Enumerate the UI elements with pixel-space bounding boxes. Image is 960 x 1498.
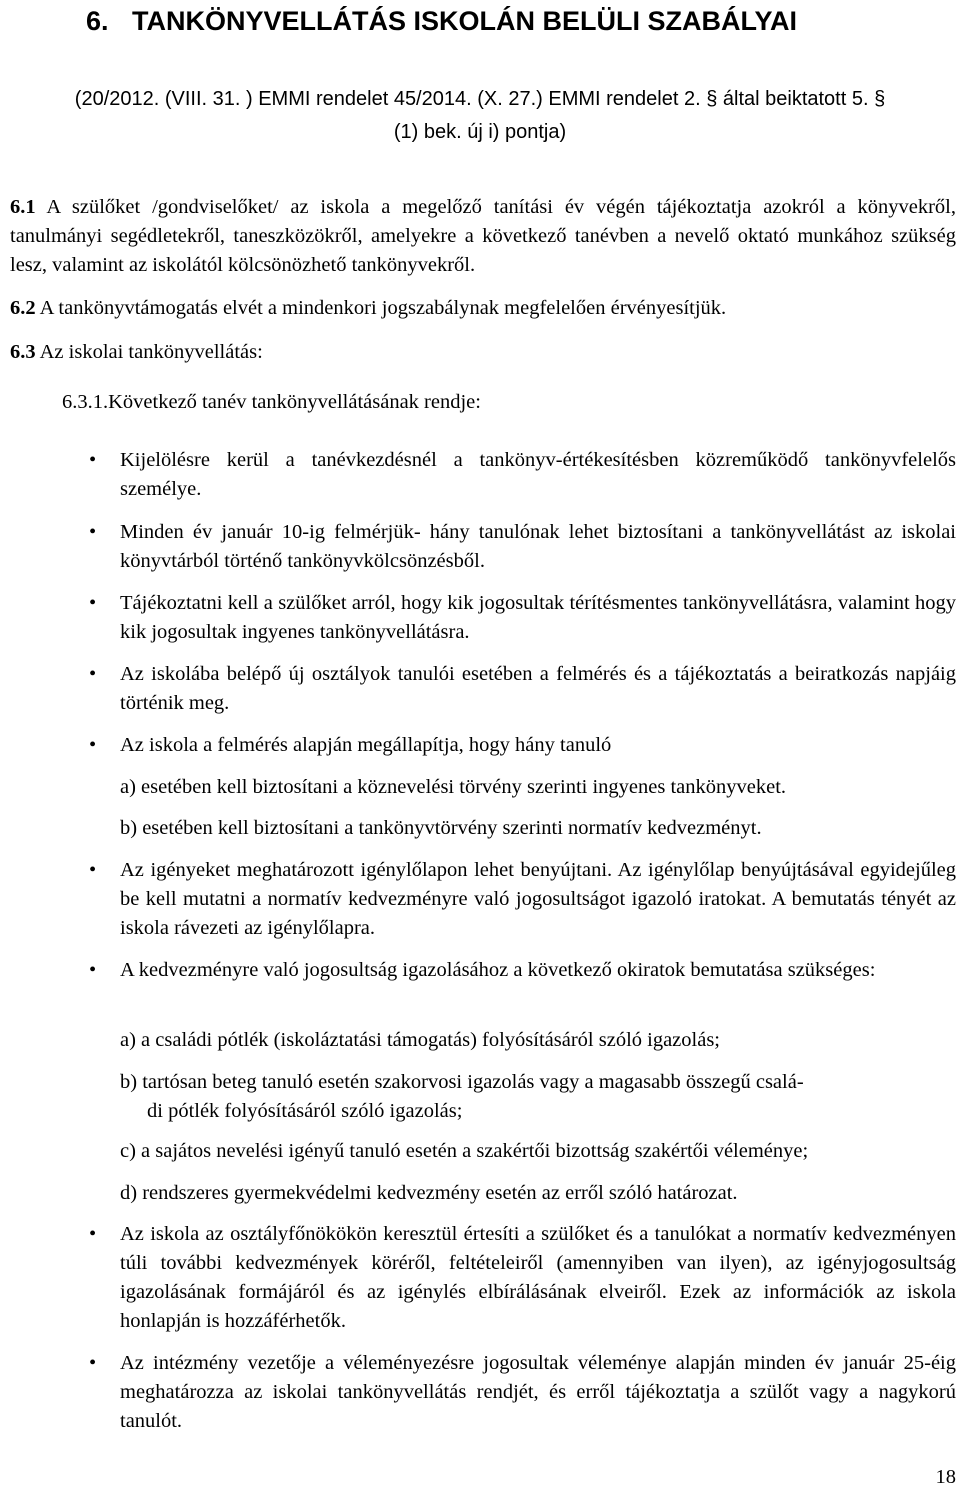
chapter-title: TANKÖNYVELLÁTÁS ISKOLÁN BELÜLI SZABÁLYAI <box>132 6 798 36</box>
section-6-3-1-heading: 6.3.1.Következő tanév tankönyvellátásának rendje: <box>62 391 481 413</box>
section-text: Az iskolai tankönyvellátás: <box>35 341 263 363</box>
doc-item-b-line-2: di pótlék folyósításáról szóló igazolás; <box>147 1100 463 1122</box>
chapter-heading <box>86 4 946 38</box>
list-item-text: A kedvezményre való jogosultság igazolásához a következő okiratok bemutatása szükséges: <box>120 959 876 981</box>
list-item <box>89 446 956 504</box>
section-number: 6.1 <box>10 196 36 218</box>
section-text: A szülőket /gondviselőket/ az iskola a megelőző tanítási év végén tájékoztatja azokról a könyvekről, tanulmányi segédletekről, taneszközökről, amelyekre a következő tanévben a nevelő oktató munkához szükség lesz, valamint az iskolától kölcsönözhető tankönyvekről. <box>10 196 956 276</box>
section-6-3 <box>10 338 956 367</box>
bullet-icon: • <box>89 959 97 981</box>
list-item <box>89 1349 956 1436</box>
list-item <box>89 731 956 760</box>
section-number: 6.2 <box>10 297 36 319</box>
doc-item-d: d) rendszeres gyermekvédelmi kedvezmény esetén az erről szóló határozat. <box>120 1182 738 1204</box>
list-item <box>89 1220 956 1336</box>
sub-item-b: b) esetében kell biztosítani a tankönyvtörvény szerinti normatív kedvezményt. <box>120 817 762 839</box>
list-item <box>89 956 956 985</box>
list-item <box>89 660 956 718</box>
list-item-text: Az intézmény vezetője a véleményezésre jogosultak véleménye alapján minden év január 25-éig meghatározza az iskolai tankönyvellátás rendjét, és erről tájékoztatja a szülőt vagy a nagykorú tanulót. <box>120 1352 956 1432</box>
list-item <box>89 518 956 576</box>
list-item <box>89 589 956 647</box>
section-6-1 <box>10 193 956 280</box>
bullet-icon: • <box>89 1223 97 1245</box>
section-text: A tankönyvtámogatás elvét a mindenkori jogszabálynak megfelelően érvényesítjük. <box>35 297 727 319</box>
bullet-icon: • <box>89 859 97 881</box>
list-item-text: Az iskola az osztályfőnökökön keresztül értesíti a szülőket és a tanulókat a normatív kedvezményen túli további kedvezmények köréről, feltételeiről (amennyiben van ilyen), az igényjogosultság igazolásának formájáról és az igénylés elbírálásának elveiről. Ezek az információk az iskola honlapján is hozzáférhetők. <box>120 1223 956 1332</box>
doc-item-b <box>120 1068 956 1126</box>
bullet-icon: • <box>89 734 97 756</box>
doc-item-b-line-1: b) tartósan beteg tanuló esetén szakorvosi igazolás vagy a magasabb összegű csalá- <box>120 1071 804 1093</box>
bullet-icon: • <box>89 592 97 614</box>
bullet-icon: • <box>89 521 97 543</box>
list-item-text: Minden év január 10-ig felmérjük- hány tanulónak lehet biztosítani a tankönyvellátást az iskolai könyvtárból történő tankönyvkölcsönzésből. <box>120 521 956 572</box>
doc-item-c: c) a sajátos nevelési igényű tanuló esetén a szakértői bizottság szakértői véleménye; <box>120 1140 809 1162</box>
bullet-icon: • <box>89 449 97 471</box>
doc-item-a: a) a családi pótlék (iskoláztatási támogatás) folyósításáról szóló igazolás; <box>120 1029 720 1051</box>
legal-reference-line-1: (20/2012. (VIII. 31. ) EMMI rendelet 45/2014. (X. 27.) EMMI rendelet 2. § által beiktatott 5. § <box>74 88 886 110</box>
list-item-text: Az iskola a felmérés alapján megállapítja, hogy hány tanuló <box>120 734 612 756</box>
page-number: 18 <box>935 1466 956 1488</box>
section-number: 6.3 <box>10 341 36 363</box>
list-item <box>89 856 956 943</box>
section-6-2 <box>10 294 956 323</box>
chapter-number: 6. <box>86 6 109 36</box>
list-item-text: Kijelölésre kerül a tanévkezdésnél a tankönyv-értékesítésben közreműködő tankönyvfelelős személye. <box>120 449 956 500</box>
bullet-icon: • <box>89 663 97 685</box>
list-item-text: Az iskolába belépő új osztályok tanulói esetében a felmérés és a tájékoztatás a beiratkozás napjáig történik meg. <box>120 663 956 714</box>
list-item-text: Az igényeket meghatározott igénylőlapon lehet benyújtani. Az igénylőlap benyújtásával egyidejűleg be kell mutatni a normatív kedvezményre való jogosultságot igazoló iratokat. A bemutatás tényét az iskola rávezeti az igénylőlapra. <box>120 859 956 939</box>
sub-item-a: a) esetében kell biztosítani a köznevelési törvény szerinti ingyenes tankönyveket. <box>120 776 787 798</box>
bullet-icon: • <box>89 1352 97 1374</box>
list-item-text: Tájékoztatni kell a szülőket arról, hogy kik jogosultak térítésmentes tankönyvellátásra, valamint hogy kik jogosultak ingyenes tankönyvellátásra. <box>120 592 956 643</box>
legal-reference-line-2: (1) bek. új i) pontja) <box>393 121 567 143</box>
